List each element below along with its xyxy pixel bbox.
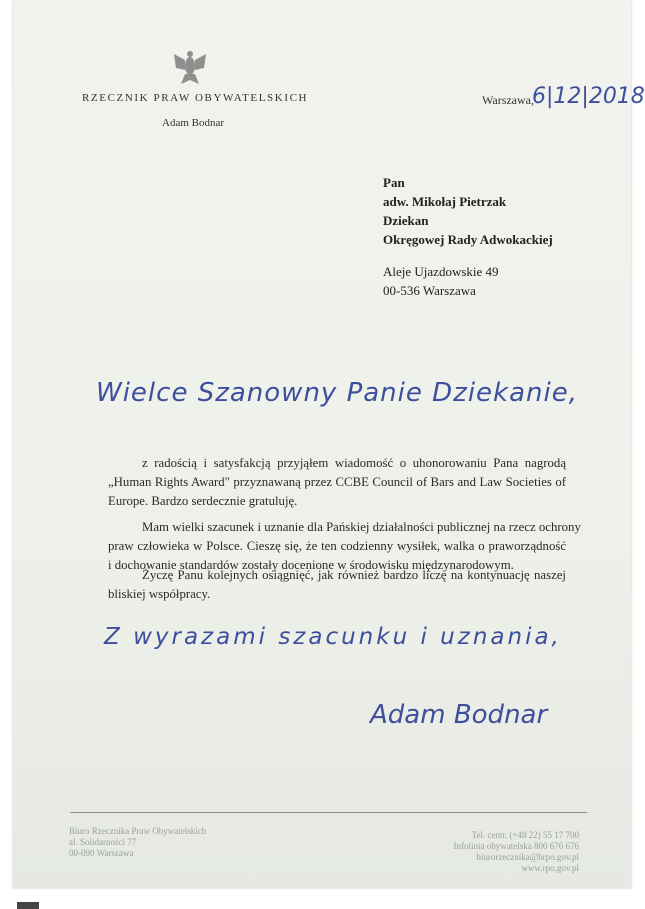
recipient-line: adw. Mikołaj Pietrzak bbox=[383, 194, 507, 209]
footer-line: biurorzecznika@brpo.gov.pl bbox=[476, 852, 579, 862]
institution-name: RZECZNIK PRAW OBYWATELSKICH bbox=[82, 92, 309, 104]
signature: Adam Bodnar bbox=[370, 700, 548, 730]
paragraph-3 bbox=[108, 566, 566, 604]
body-line: bliskiej współpracy. bbox=[108, 587, 211, 601]
footer-line: www.rpo.gov.pl bbox=[521, 863, 579, 873]
footer-divider bbox=[70, 812, 587, 813]
recipient-line: Dziekan bbox=[383, 213, 429, 228]
body-line: praw człowieka w Polsce. Cieszę się, że ten codzienny wysiłek, walka o praworządność bbox=[108, 539, 566, 553]
polish-eagle-emblem-icon bbox=[173, 48, 207, 88]
paragraph-1 bbox=[108, 454, 566, 511]
body-line: Życzę Panu kolejnych osiągnięć, jak również bardzo liczę na kontynuację naszej bbox=[142, 568, 566, 582]
recipient-city: 00-536 Warszawa bbox=[383, 283, 476, 298]
salutation: Wielce Szanowny Panie Dziekanie, bbox=[96, 378, 578, 408]
footer-contact bbox=[454, 830, 579, 874]
letter-page bbox=[13, 0, 631, 888]
letter-place: Warszawa, bbox=[482, 93, 535, 107]
footer-line: 00-090 Warszawa bbox=[69, 848, 134, 858]
ombudsman-name: Adam Bodnar bbox=[162, 117, 225, 129]
recipient-line: Pan bbox=[383, 175, 405, 190]
body-line: Europe. Bardzo serdecznie gratuluję. bbox=[108, 494, 298, 508]
footer-line: al. Solidarności 77 bbox=[69, 837, 137, 847]
body-line: z radością i satysfakcją przyjąłem wiadomość o uhonorowaniu Pana nagrodą bbox=[142, 456, 566, 470]
closing: Z wyrazami szacunku i uznania, bbox=[104, 624, 562, 650]
body-line: Mam wielki szacunek i uznanie dla Pańskiej działalności publicznej na rzecz ochrony bbox=[142, 520, 581, 534]
recipient-line: Okręgowej Rady Adwokackiej bbox=[383, 232, 553, 247]
footer-line: Biuro Rzecznika Praw Obywatelskich bbox=[69, 826, 207, 836]
footer-address bbox=[69, 826, 206, 859]
footer-line: Tel. centr. (+48 22) 55 17 700 bbox=[471, 830, 579, 840]
body-line: i dochowanie standardów zostały docenione w środowisku międzynarodowym. bbox=[108, 558, 514, 572]
footer-line: Infolinia obywatelska 800 676 676 bbox=[453, 841, 579, 851]
recipient-street: Aleje Ujazdowskie 49 bbox=[383, 264, 499, 279]
letter-date: 6|12|2018 bbox=[532, 84, 645, 109]
corner-mark bbox=[17, 902, 39, 909]
body-line: „Human Rights Award" przyznawaną przez CCBE Council of Bars and Law Societies of bbox=[108, 475, 566, 489]
